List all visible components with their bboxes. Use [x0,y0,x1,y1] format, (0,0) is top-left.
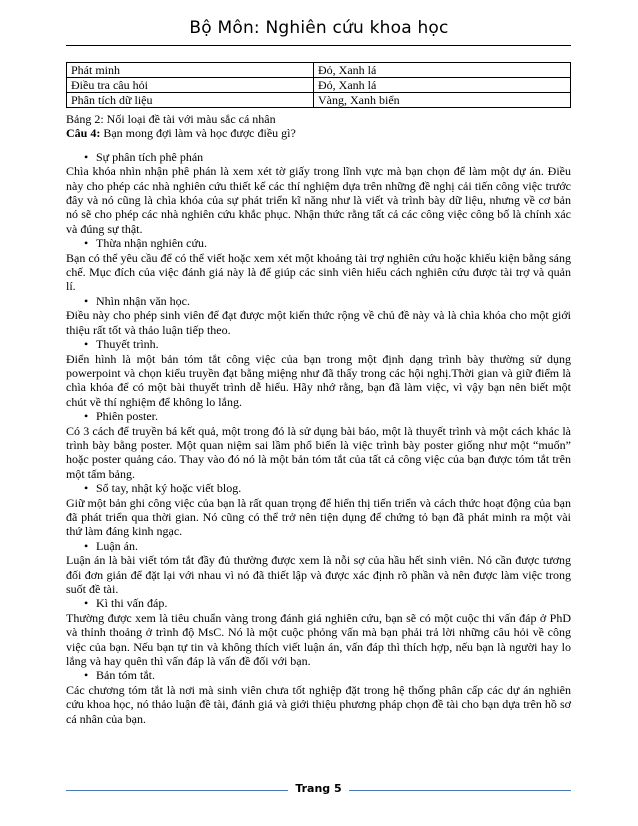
table-cell-activity: Điều tra câu hỏi [67,78,314,93]
header-divider [66,45,571,46]
table-caption: Bảng 2: Nối loại đề tài với màu sắc cá nhân [66,112,276,126]
section-paragraph: Giữ một bản ghi công việc của bạn là rất quan trọng để hiển thị tiến triển và cách thức hoạt động của bạn đã phát triển qua thời gian. Nó cũng có thể trở nên tiện dụng để chứng tỏ bạn đã phát minh ra một vài thứ làm đáng kinh ngạc. [66,495,571,539]
section-paragraph: Điển hình là một bản tóm tắt công việc của bạn trong một định dạng trình bày thường sử dụng powerpoint và chọn kiểu truyền đạt bằng miệng như đã thấy trong các hội nghị.Thời gian và giữ điểm là chìa khóa để có một bài thuyết trình dễ hiểu. Hãy nhớ rằng, bạn đã làm việc, vì vậy bạn nên biết một chút về thí nghiệm để không lo lắng. [66,351,571,409]
section-bullet [66,294,571,308]
section-bullet [66,236,571,250]
section-paragraph: Bạn có thể yêu cầu để có thể viết hoặc xem xét một khoảng tài trợ nghiên cứu hoặc khiếu kiện bằng sáng chế. Mục đích của việc đánh giá này là để giúp các sinh viên hiểu cách nghiên cứu được tài trợ và quản lí. [66,250,571,294]
section-heading: Phiên poster. [96,409,158,424]
page-header-title: Bộ Môn: Nghiên cứu khoa học [189,18,449,38]
table-row [67,93,571,108]
section-bullet [66,337,571,351]
bullet-dot-icon: • [84,668,89,683]
section-bullet [66,409,571,423]
section-heading: Sổ tay, nhật ký hoặc viết blog. [96,481,242,496]
table-cell-color: Đỏ, Xanh lá [314,63,571,78]
section-paragraph: Luận án là bài viết tóm tắt đầy đủ thường được xem là nỗi sợ của hầu hết sinh viên. Nó cần được tương đối đơn giản để đặt lại với nhau vì nó đã thiết lập và được xác định rõ phần và nên được làm việc trong suốt đề tài. [66,553,571,596]
section-heading: Bản tóm tắt. [96,668,155,683]
section-bullet [66,596,571,610]
section-bullet [66,668,571,682]
section-bullet [66,481,571,495]
table-cell-activity: Phân tích dữ liệu [67,93,314,108]
section-bullet [66,539,571,553]
question-line [66,126,571,140]
bullet-dot-icon: • [84,236,89,251]
section-paragraph: Chìa khóa nhìn nhận phê phán là xem xét tờ giấy trong lĩnh vực mà bạn chọn để làm một dự án. Điều này cho phép các nhà nghiên cứu thiết kế các thí nghiệm dựa trên những đề nghị cải tiến công việc trước đây và nó cũng là chìa khóa của sự phát triển kĩ năng như là viết và trình bày dữ liệu, nhưng về cơ bản nó sẽ cho phép các nhà nghiên cứu khắc phục. Nhận thức rằng tất cả các công việc công bố là chính xác và đúng sự thật. [66,164,571,236]
bullet-dot-icon: • [84,538,89,553]
section-heading: Sự phân tích phê phán [96,149,204,164]
section-heading: Luận án. [96,538,138,553]
bullet-dot-icon: • [84,149,89,164]
table-cell-color: Đỏ, Xanh lá [314,78,571,93]
bullet-dot-icon: • [84,293,89,308]
footer-divider-left [66,790,288,791]
section-bullet [66,150,571,164]
bullet-dot-icon: • [84,409,89,424]
bullet-dot-icon: • [84,596,89,611]
page-number: Trang 5 [295,782,342,795]
bullet-dot-icon: • [84,337,89,352]
document-body [66,112,571,726]
section-heading: Thừa nhận nghiên cứu. [96,236,207,251]
question-text: Bạn mong đợi làm và học được điều gì? [100,126,296,141]
section-heading: Kì thi vấn đáp. [96,596,168,611]
question-label: Câu 4: [66,126,101,141]
section-paragraph: Điều này cho phép sinh viên để đạt được một kiến thức rộng về chủ đề này và là chìa khóa cho một giới thiệu rất tốt và thảo luận tiếp theo. [66,308,571,337]
footer-divider-right [349,790,571,791]
table-row [67,78,571,93]
section-paragraph: Các chương tóm tắt là nơi mà sinh viên chưa tốt nghiệp đặt trong hệ thống phân cấp các dự án nghiên cứu khoa học, nó thảo luận đề tài, đánh giá và giới thiệu phương pháp chọn đề tài cho bạn dựa trên hồ sơ cá nhân của bạn. [66,682,571,726]
section-heading: Nhìn nhận văn học. [96,293,190,308]
table-cell-activity: Phát minh [67,63,314,78]
section-paragraph: Thường được xem là tiêu chuẩn vàng trong đánh giá nghiên cứu, bạn sẽ có một cuộc thi vấn đáp ở PhD và thỉnh thoảng ở trình độ MsC. Nó là một cuộc phỏng vấn mà bạn phải trả lời những câu hỏi về công việc của bạn. Nếu bạn tự tin và không thích viết luận án, vấn đáp thì thích hợp, nếu bạn là người hay lo lắng và hay quên thì vấn đáp là vấn đề đối với bạn. [66,610,571,669]
bullet-dot-icon: • [84,481,89,496]
table-cell-color: Vàng, Xanh biển [314,93,571,108]
table-row [67,63,571,78]
section-heading: Thuyết trình. [96,337,159,352]
section-paragraph: Có 3 cách để truyền bá kết quả, một trong đó là sử dụng bài báo, một là thuyết trình và một cách khác là trình bày bằng poster. Một quan niệm sai lầm phổ biến là việc trình bày poster giống như một “muốn” hoặc poster quảng cáo. Thay vào đó nó là một bản tóm tắt của tất cả công việc của bạn được tóm tắt trên một tấm bảng. [66,423,571,481]
research-type-color-table [66,62,571,108]
